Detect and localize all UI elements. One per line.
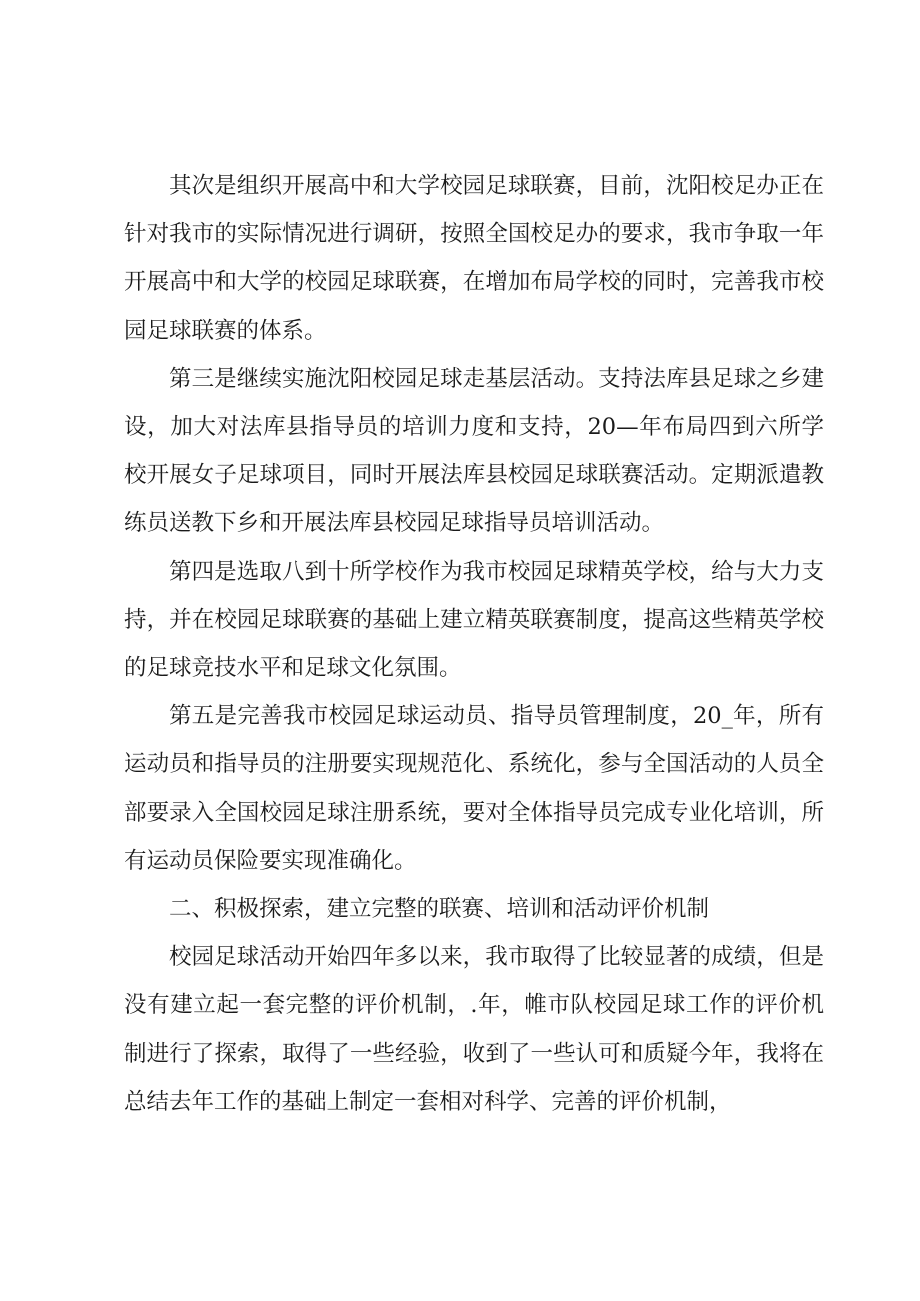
paragraph-elite-schools: 第四是选取八到十所学校作为我市校园足球精英学校，给与大力支持，并在校园足球联赛的基础上建立精英联赛制度，提高这些精英学校的足球竞技水平和足球文化氛围。 — [124, 558, 824, 682]
document-body — [124, 162, 824, 1126]
paragraph-league-organization: 其次是组织开展高中和大学校园足球联赛，目前，沈阳校足办正在针对我市的实际情况进行调研，按照全国校足办的要求，我市争取一年开展高中和大学的校园足球联赛，在增加布局学校的同时，完善我市校园足球联赛的体系。 — [124, 173, 824, 344]
paragraph-evaluation-mechanism: 校园足球活动开始四年多以来，我市取得了比较显著的成绩，但是没有建立起一套完整的评价机制，.年，帷市队校园足球工作的评价机制进行了探索，取得了一些经验，收到了一些认可和质疑今年，我将在总结去年工作的基础上制定一套相对科学、完善的评价机制， — [124, 944, 824, 1115]
section-heading-evaluation: 二、积极探索，建立完整的联赛、培训和活动评价机制 — [169, 896, 710, 923]
paragraph-management-system: 第五是完善我市校园足球运动员、指导员管理制度，20_年，所有运动员和指导员的注册要实现规范化、系统化，参与全国活动的人员全部要录入全国校园足球注册系统，要对全体指导员完成专业化培训，所有运动员保险要实现准确化。 — [124, 703, 824, 874]
paragraph-grassroots-activities: 第三是继续实施沈阳校园足球走基层活动。支持法库县足球之乡建设，加大对法库县指导员的培训力度和支持，20—年布局四到六所学校开展女子足球项目，同时开展法库县校园足球联赛活动。定期派遣教练员送教下乡和开展法库县校园足球指导员培训活动。 — [124, 365, 824, 537]
